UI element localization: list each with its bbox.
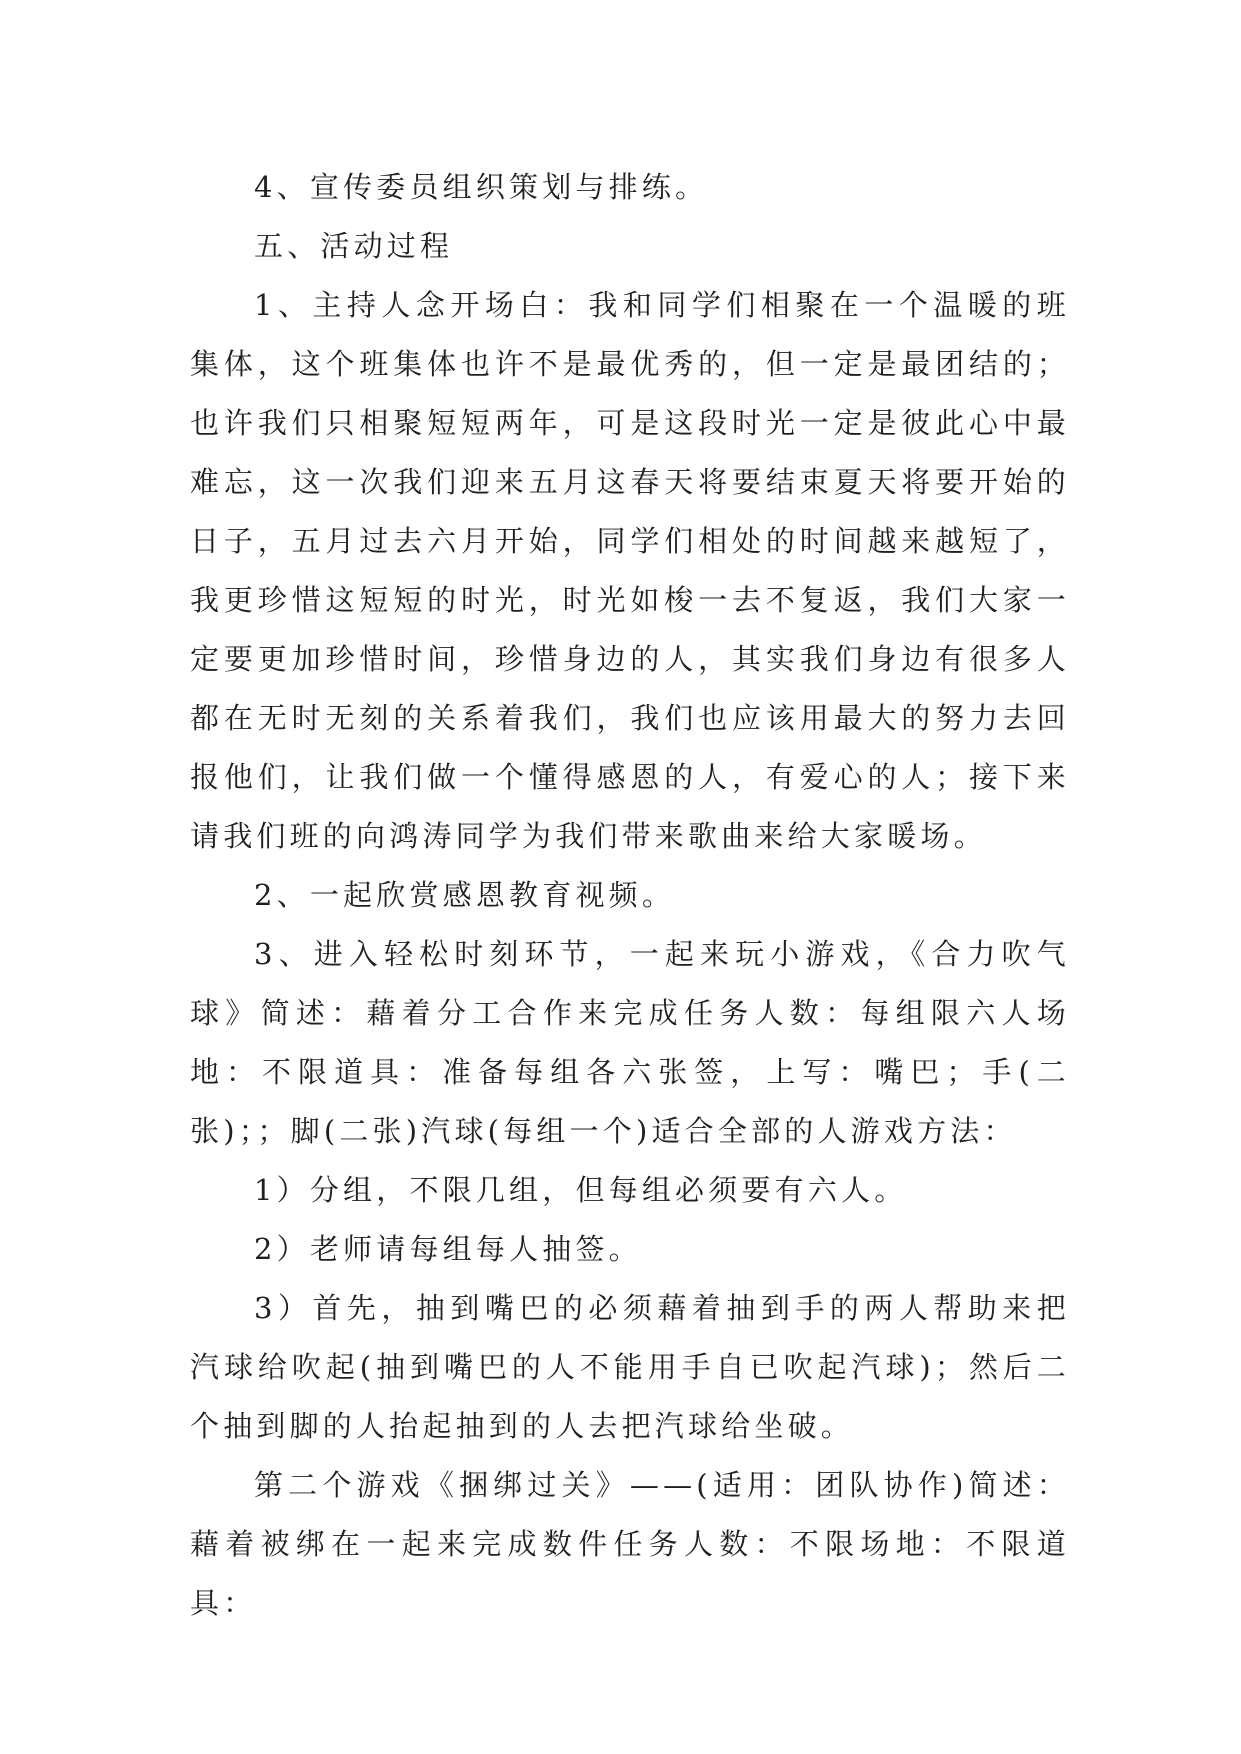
- paragraph-second-game: 第二个游戏《捆绑过关》——(适用：团队协作)简述：藉着被绑在一起来完成数件任务人数：不限场地：不限道具：: [190, 1468, 1070, 1620]
- paragraph-step-2: 2）老师请每组每人抽签。: [254, 1232, 642, 1266]
- paragraph-item-4: 4、宣传委员组织策划与排练。: [254, 170, 709, 204]
- section-heading-activity-process: 五、活动过程: [254, 229, 454, 263]
- paragraph-opening-speech: 1、主持人念开场白：我和同学们相聚在一个温暖的班集体，这个班集体也许不是最优秀的，但一定是最团结的；也许我们只相聚短短两年，可是这段时光一定是彼此心中最难忘，这一次我们迎来五月这春天将要结束夏天将要开始的日子，五月过去六月开始，同学们相处的时间越来越短了，我更珍惜这短短的时光，时光如梭一去不复返，我们大家一定要更加珍惜时间，珍惜身边的人，其实我们身边有很多人都在无时无刻的关系着我们，我们也应该用最大的努力去回报他们，让我们做一个懂得感恩的人，有爱心的人；接下来请我们班的向鸿涛同学为我们带来歌曲来给大家暖场。: [190, 288, 1070, 853]
- document-body: [190, 158, 1070, 1633]
- paragraph-step-3: 3）首先，抽到嘴巴的必须藉着抽到手的两人帮助来把汽球给吹起(抽到嘴巴的人不能用手自已吹起汽球)；然后二个抽到脚的人抬起抽到的人去把汽球给坐破。: [190, 1291, 1070, 1443]
- paragraph-balloon-game: 3、进入轻松时刻环节，一起来玩小游戏，《合力吹气球》简述：藉着分工合作来完成任务人数：每组限六人场地：不限道具：准备每组各六张签，上写：嘴巴；手(二张)；；脚(二张)汽球(每组一个)适合全部的人游戏方法：: [190, 937, 1070, 1148]
- paragraph-video: 2、一起欣赏感恩教育视频。: [254, 878, 676, 912]
- paragraph-step-1: 1）分组，不限几组，但每组必须要有六人。: [254, 1173, 908, 1207]
